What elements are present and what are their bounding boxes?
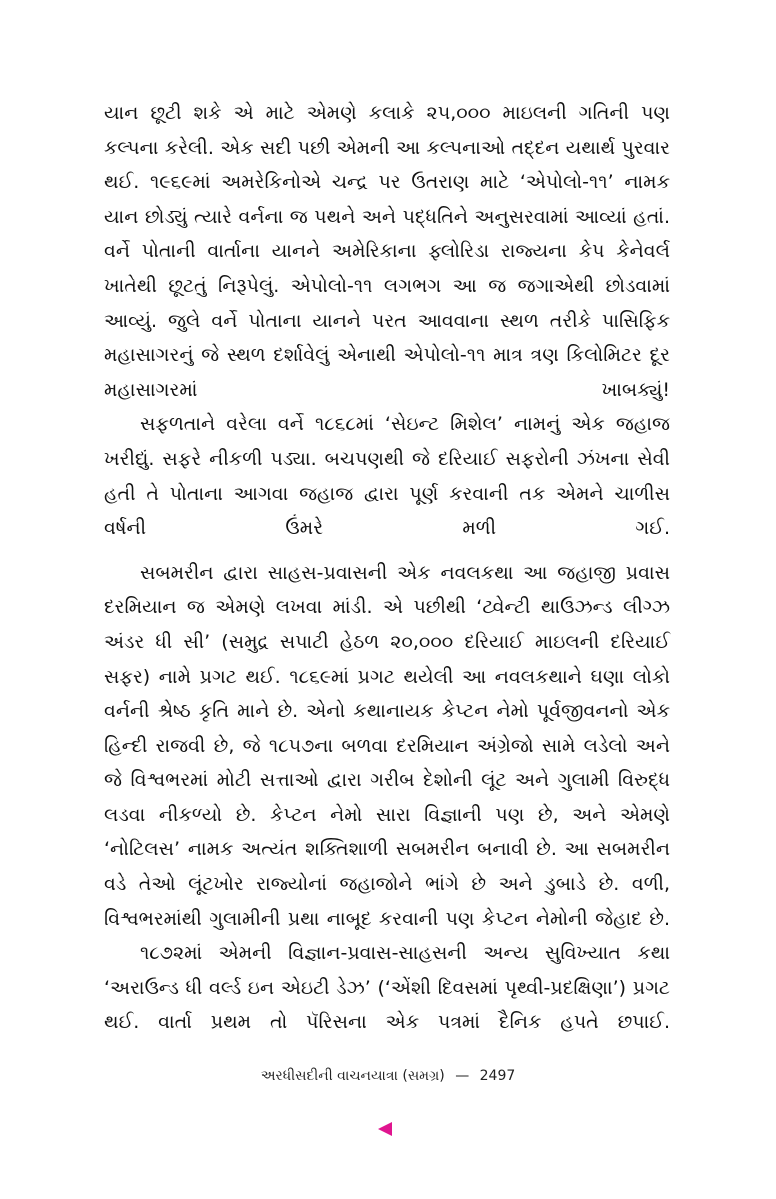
footer-dash: — bbox=[455, 1068, 470, 1084]
page-footer bbox=[0, 1068, 776, 1084]
paragraph-2: સફળતાને વરેલા વર્ને ૧૮૬૮માં ‘સેઇન્ટ મિશેલ’ નામનું એક જહાજ ખરીદ્યું. સફરે નીકળી પડ્યા. બચપણથી જે દરિયાઈ સફરોની ઝંખના સેવી હતી તે પોતાના આગવા જહાજ દ્વારા પૂર્ણ કરવાની તક એમને ચાળીસ વર્ષની ઉંમરે મળી ગઈ. bbox=[104, 413, 670, 540]
paragraph-3: સબમરીન દ્વારા સાહસ-પ્રવાસની એક નવલકથા આ જહાજી પ્રવાસ દરમિયાન જ એમણે લખવા માંડી. એ પછીથી ‘ટ્વેન્ટી થાઉઝન્ડ લીગ્ઝ અંડર ધી સી’ (સમુદ્ર સપાટી હેઠળ ૨૦,૦૦૦ દરિયાઈ માઇલની દરિયાઈ સફર) નામે પ્રગટ થઈ. ૧૮૬૯માં પ્રગટ થયેલી આ નવલકથાને ઘણા લોકો વર્નની શ્રેષ્ઠ કૃતિ માને છે. એનો કથાનાયક કેપ્ટન નેમો પૂર્વજીવનનો એક હિન્દી રાજવી છે, જે ૧૮૫૭ના બળવા દરમિયાન અંગ્રેજો સામે લડેલો અને જે વિશ્વભરમાં મોટી સત્તાઓ દ્વારા ગરીબ દેશોની લૂંટ અને ગુલામી વિરુદ્ધ લડવા નીકળ્યો છે. કેપ્ટન નેમો સારા વિજ્ઞાની પણ છે, અને એમણે ‘નોટિલસ’ નામક અત્યંત શક્તિશાળી સબમરીન બનાવી છે. આ સબમરીન વડે તેઓ લૂંટખોર રાજ્યોનાં જહાજોને ભાંગે છે અને ડુબાડે છે. વળી, વિશ્વભરમાંથી ગુલામીની પ્રથા નાબૂદ કરવાની પણ કેપ્ટન નેમોની જેહાદ છે. bbox=[104, 561, 670, 930]
footer-title: અરધીસદીની વાચનયાત્રા (સમગ્ર) bbox=[260, 1068, 445, 1084]
paragraph-1: યાન છૂટી શકે એ માટે એમણે કલાકે ૨૫,૦૦૦ માઇલની ગતિની પણ કલ્પના કરેલી. એક સદી પછી એમની આ કલ્પનાઓ તદ્દન યથાર્થ પુરવાર થઈ. ૧૯૬૯માં અમરેકિનોએ ચન્દ્ર પર ઉતરાણ માટે ‘એપોલો-૧૧’ નામક યાન છોડ્યું ત્યારે વર્નના જ પથને અને પદ્ધતિને અનુસરવામાં આવ્યાં હતાં. વર્ને પોતાની વાર્તાના યાનને અમેરિકાના ફ્લોરિડા રાજ્યના કેપ કેનેવર્લ ખાતેથી છૂટતું નિરૂપેલું. એપોલો-૧૧ લગભગ આ જ જગાએથી છોડવામાં આવ્યું. જુલે વર્ને પોતાના યાનને પરત આવવાના સ્થળ તરીકે પાસિફિક મહાસાગરનું જે સ્થળ દર્શાવેલું એનાથી એપોલો-૧૧ માત્ર ત્રણ કિલોમિટર દૂર મહાસાગરમાં ખાબક્યું! bbox=[104, 102, 670, 401]
paragraph-4: ૧૮૭૨માં એમની વિજ્ઞાન-પ્રવાસ-સાહસની અન્ય સુવિખ્યાત કથા ‘અરાઉન્ડ ધી વર્લ્ડ ઇન એઇટી ડેઝ’ (‘એંશી દિવસમાં પૃથ્વી-પ્રદક્ષિણા’) પ્રગટ થઈ. વાર્તા પ્રથમ તો પૅરિસના એક પત્રમાં દૈનિક હપતે છપાઈ. bbox=[104, 942, 670, 1034]
left-triangle-icon[interactable] bbox=[378, 1122, 392, 1136]
body-text bbox=[104, 96, 670, 1040]
page-number: 2497 bbox=[479, 1068, 516, 1084]
